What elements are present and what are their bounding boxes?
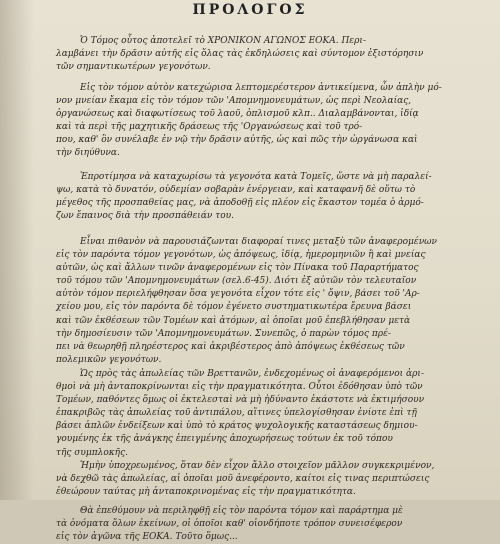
paragraph-5 (56, 368, 456, 460)
text-line: Ἐπροτίμησα νὰ καταχωρίσω τὰ γεγονότα κατὰ Τομεῖς, ὥστε νὰ μὴ παραλεί- (80, 172, 432, 182)
text-line: Ἡμὴν ὑποχρεωμένος, ὅταν δὲν εἶχον ἄλλο στοιχεῖον μᾶλλον συγκεκριμένον, (80, 461, 435, 471)
text-line: Θὰ ἐπεθύμουν νὰ περιληφθῇ εἰς τὸν παρόντα τόμον καὶ παράρτημα μὲ (80, 506, 403, 516)
paragraph-6 (56, 460, 456, 499)
paragraph-2 (56, 82, 456, 161)
text-line: Εἰς τὸν τόμον αὐτὸν κατεχώρισα λεπτομερέστερον ἀντικείμενα, ὧν ἀπλὴν μό- (80, 83, 442, 93)
text-line: μέγεθος τῆς προσπαθείας μας, νὰ ἀποδοθῇ εἰς πλέον εἰς ἕκαστον τομέα ὁ ἁρμό- (56, 198, 424, 209)
text-line: πει νὰ θεωρηθῇ πληρέστερος καὶ ἀκριβέστερος ἀπὸ ἀπόψεως ἐκθέσεως τῶν (56, 341, 405, 352)
paragraph-1 (56, 35, 456, 74)
page-gutter-shadow (0, 0, 34, 500)
text-line: ζων ἔπαινος διὰ τὴν προσπάθειάν του. (56, 211, 234, 222)
text-line: νὰ δεχθῶ τὰς ἀπωλείας, αἱ ὁποῖαι μοῦ ἀνεφέροντο, καίτοι εἰς τινας περιπτώσεις (56, 474, 430, 485)
text-line: τὴν δημοσίευσιν τῶν 'Απομνημονευμάτων. Συνεπῶς, ὁ παρὼν τόμος πρέ- (56, 328, 391, 339)
text-line: θμοὶ νὰ μὴ ἀνταποκρίνωνται εἰς τὴν πραγματικότητα. Οὗτοι ἐδόθησαν ὑπὸ τῶν (56, 382, 423, 393)
text-line: τὰ ὀνόματα ὅλων ἐκείνων, οἱ ὁποῖοι καθ' οἱονδήποτε τρόπον συνεισέφερον (56, 519, 403, 530)
text-line: εἰς τὸν παρόντα τόμον γεγονότων, ὡς ἀπόψεως, ἰδίᾳ, ἡμερομηνιῶν ἢ καὶ μνείας (56, 250, 426, 261)
text-line: που, καθ' ὃν συνέλαβε ἐν νῷ τὴν δρᾶσιν αὐτῆς, ὡς καὶ πῶς τὴν ὠργάνωσα καὶ (56, 135, 418, 146)
text-line: Εἶναι πιθανὸν νὰ παρουσιάζωνται διαφοραί τινες μεταξὺ τῶν ἀναφερομένων (80, 237, 437, 247)
text-line: γουμένης ἐκ τῆς ἀνάγκης ἐπειγμένης ἀποχωρήσεως τούτων ἐκ τοῦ τόπου (56, 434, 393, 445)
paragraph-7 (56, 505, 456, 544)
text-line: εἰς τὸν ἀγῶνα τῆς ΕΟΚΑ. Τοῦτο ὅμως... (56, 532, 238, 543)
text-line: βάσει ἁπλῶν ἐνδείξεων καὶ ὑπὸ τὸ κράτος ψυχολογικῆς καταστάσεως δημιου- (56, 421, 418, 432)
text-line: τῶν σημαντικωτέρων γεγονότων. (56, 62, 211, 73)
text-line: καὶ τὰ περὶ τῆς μαχητικῆς δράσεως τῆς 'Οργανώσεως καὶ τοῦ τρό- (56, 122, 363, 133)
paragraph-4 (56, 236, 456, 367)
text-line: ἐπακριβῶς τὰς ἀπωλείας τοῦ ἀντιπάλου, αἵτινες ὑπελογίσθησαν ἐνίοτε ἐπὶ τῇ (56, 408, 417, 419)
text-line: Ὡς πρὸς τὰς ἀπωλείας τῶν Βρεττανῶν, ἐνδεχομένως οἱ ἀναφερόμενοι ἀρι- (80, 369, 424, 379)
text-line: χείου μου, εἰς τὸν παρόντα δὲ τόμον ἐγένετο συστηματικωτέρα ἔρευνα βάσει (56, 302, 412, 313)
text-line: ὀργανώσεως καὶ διαφωτίσεως τοῦ λαοῦ, ὁπλισμοῦ κλπ.. Διαλαμβάνονται, ἰδίᾳ (56, 109, 419, 120)
text-line: ἐθεώρουν ταύτας μὴ ἀνταποκρινομένας εἰς τὴν πραγματικότητα. (56, 487, 356, 498)
text-line: πολεμικῶν γεγονότων. (56, 354, 162, 365)
page-title: ΠΡΟΛΟΓΟΣ (192, 2, 308, 18)
text-line: καὶ τῶν ἐκθέσεων τῶν Τομέων καὶ ἀτόμων, αἱ ὁποῖαι μοῦ ἐπεβλήθησαν μετὰ (56, 315, 411, 326)
text-line: λαμβάνει τὴν δρᾶσιν αὐτῆς εἰς ὅλας τὰς ἐκδηλώσεις καὶ σύντομον ἐξιστόρησιν (56, 49, 424, 60)
text-line: Ὁ Τόμος οὗτος ἀποτελεῖ τὸ ΧΡΟΝΙΚΟΝ ΑΓΩΝΟΣ ΕΟΚΑ. Περι- (80, 36, 367, 46)
text-line: ψω, κατὰ τὸ δυνατόν, οὐδεμίαν σοβαρὰν ἐνέργειαν, καὶ καταφανῆ δὲ οὕτω τὸ (56, 185, 416, 196)
text-line: νον μνείαν ἔκαμα εἰς τὸν τόμον τῶν 'Απομνημονευμάτων, ὡς περὶ Νεολαίας, (56, 96, 412, 107)
text-line: τοῦ τόμου τῶν 'Απομνημονευμάτων (σελ.6-45). Διότι ἐξ αὐτῶν τὸν τελευταῖον (56, 276, 417, 287)
text-line: τῆς συμπλοκῆς. (56, 447, 128, 458)
text-line: τὴν διηύθυνα. (56, 148, 120, 159)
text-line: αὐτὸν τόμον περιελήφθησαν ὅσα γεγονότα εἶχον τότε εἰς ' ὄψιν, βάσει τοῦ 'Αρ- (56, 289, 420, 300)
text-line: Τομέων, παθόντες ὅμως οἱ ἐκτελεσταὶ νὰ μὴ ἠδύναντο ἑκάστοτε νὰ ἐκτιμήσουν (56, 395, 425, 406)
text-line: αὐτῶν, ὡς καὶ ἄλλων τινῶν ἀναφερομένων εἰς τὸν Πίνακα τοῦ Παραρτήματος (56, 263, 419, 274)
paragraph-3 (56, 171, 456, 223)
